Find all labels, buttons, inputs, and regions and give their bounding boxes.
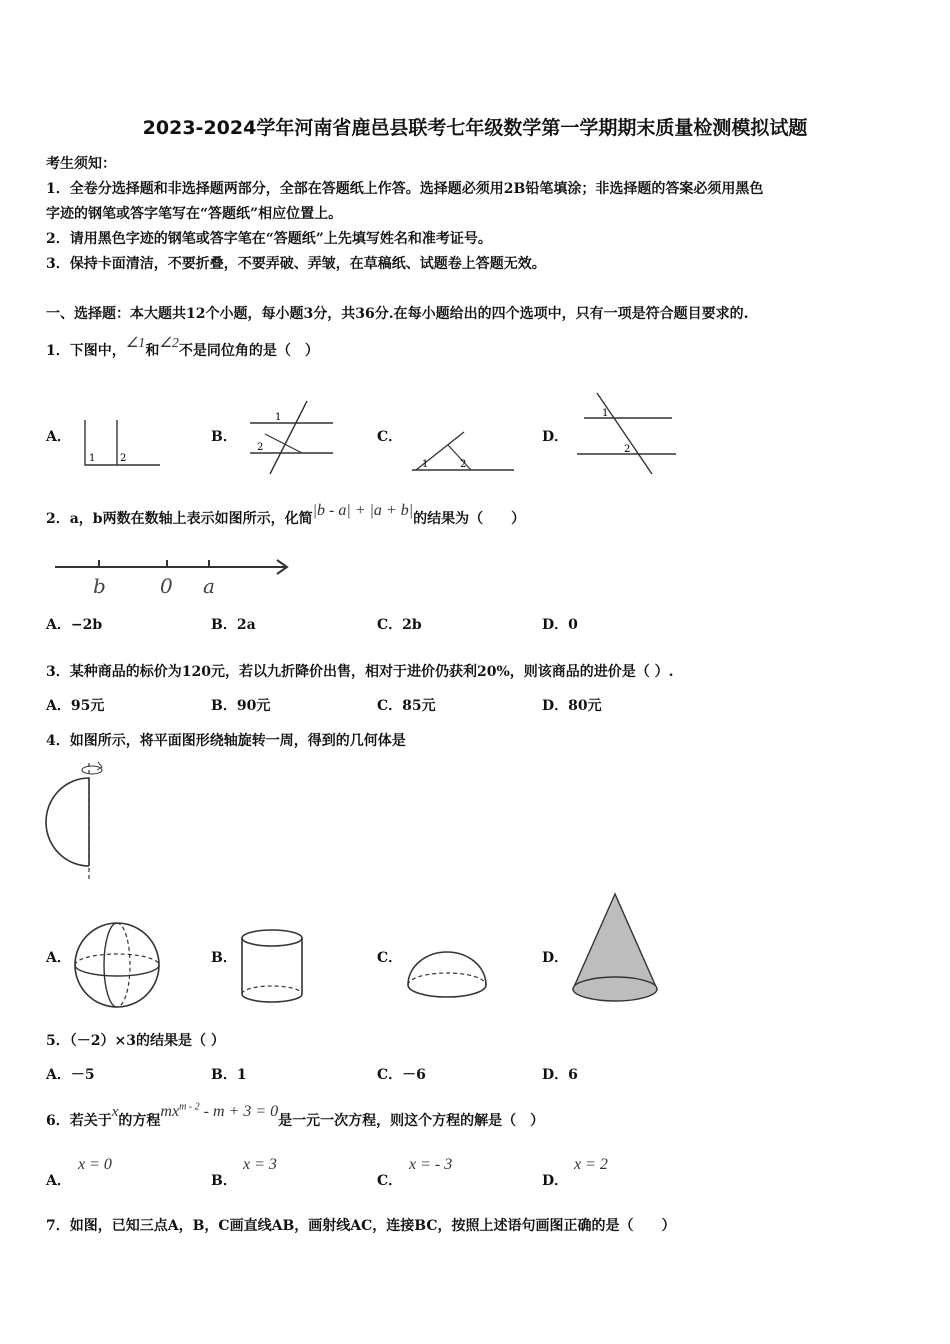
q3-option-c: C．85元: [377, 698, 436, 714]
q1c-label-2: 2: [460, 459, 467, 470]
q1d-label-1: 1: [602, 408, 609, 419]
q1a-label-2: 2: [120, 453, 127, 464]
q3-option-b: B．90元: [211, 698, 271, 714]
q4-stem: 4．如图所示，将平面图形绕轴旋转一周，得到的几何体是: [46, 733, 406, 749]
q5-option-d: D．6: [542, 1067, 578, 1083]
q1b-label-2: 2: [257, 442, 264, 453]
q4-option-a: A．: [46, 950, 71, 966]
notice-line-3: 3．保持卡面清洁，不要折叠，不要弄破、弄皱，在草稿纸、试题卷上答题无效。: [46, 256, 546, 272]
q2-option-c: C．2b: [377, 617, 422, 633]
axis-label-b: b: [93, 574, 106, 598]
section-heading: 一、选择题：本大题共12个小题，每小题3分，共36分.在每小题给出的四个选项中，只有一项是符合题目要求的.: [46, 306, 749, 322]
q1-figure-a: [80, 415, 165, 470]
q6-option-d: D．: [542, 1173, 569, 1189]
q1c-label-1: 1: [422, 459, 429, 470]
q3-stem: 3．某种商品的标价为120元，若以九折降价出售，相对于进价仍获利20%，则该商品的进价是（ ）.: [46, 664, 674, 680]
q4-option-b: B．: [211, 950, 237, 966]
q6-answer-b: x = 3: [243, 1156, 277, 1173]
q2-stem: 2．a，b两数在数轴上表示如图所示，化简|b - a| + |a + b|的结果为（ ）: [46, 502, 526, 527]
q4-option-d: D．: [542, 950, 569, 966]
q1-figure-b: [245, 398, 340, 478]
q4-rotation-figure: [40, 758, 110, 883]
q4-option-c: C．: [377, 950, 403, 966]
q1-option-b: B．: [211, 429, 237, 445]
q1-stem: 1．下图中，∠1和∠2不是同位角的是（ ）: [46, 336, 319, 359]
notice-line-1b: 字迹的钢笔或答字笔写在“答题纸”相应位置上。: [46, 206, 343, 222]
q6-answer-d: x = 2: [574, 1156, 608, 1173]
q3-option-d: D．80元: [542, 698, 602, 714]
q1-figure-d: [572, 390, 680, 478]
q1a-label-1: 1: [89, 453, 96, 464]
q1-figure-c: [408, 428, 518, 476]
q3-option-a: A．95元: [46, 698, 105, 714]
notice-line-2: 2．请用黑色字迹的钢笔或答字笔在“答题纸”上先填写姓名和准考证号。: [46, 231, 492, 247]
q2-option-b: B．2a: [211, 617, 256, 633]
axis-label-0: 0: [160, 574, 173, 598]
q1b-label-1: 1: [275, 412, 282, 423]
cone-figure: [568, 890, 663, 1010]
hemisphere-figure: [402, 950, 492, 1010]
q5-option-c: C．－6: [377, 1067, 426, 1083]
q2-number-line: [55, 556, 295, 601]
q1d-label-2: 2: [624, 444, 631, 455]
q7-stem: 7．如图，已知三点A，B，C画直线AB，画射线AC，连接BC，按照上述语句画图正确的是（ ）: [46, 1218, 676, 1234]
notice-line-1a: 1．全卷分选择题和非选择题两部分，全部在答题纸上作答。选择题必须用2B铅笔填涂；非选择题的答案必须用黑色: [46, 181, 764, 197]
q5-option-a: A．－5: [46, 1067, 95, 1083]
page-title: 2023-2024学年河南省鹿邑县联考七年级数学第一学期期末质量检测模拟试题: [142, 117, 808, 139]
q6-option-a: A．: [46, 1173, 71, 1189]
q6-answer-a: x = 0: [78, 1156, 112, 1173]
q2-expression: |b - a| + |a + b|: [312, 502, 414, 519]
q6-option-b: B．: [211, 1173, 237, 1189]
cylinder-figure: [236, 927, 308, 1009]
q6-option-c: C．: [377, 1173, 403, 1189]
q2-option-a: A．−2b: [46, 617, 103, 633]
sphere-figure: [72, 920, 162, 1010]
notice-heading: 考生须知：: [46, 156, 116, 172]
q1-option-d: D．: [542, 429, 569, 445]
q6-stem: 6．若关于x的方程$mx^{m - 2} - m + 3 = 0$是一元一次方程，则这个方程的解是（ ）: [46, 1101, 545, 1129]
axis-label-a: a: [203, 574, 215, 598]
q2-option-d: D．0: [542, 617, 578, 633]
q6-equation: $mx^{m - 2} - m + 3 = 0$: [160, 1101, 279, 1120]
q5-option-b: B．1: [211, 1067, 247, 1083]
q1-option-c: C．: [377, 429, 403, 445]
q1-option-a: A．: [46, 429, 71, 445]
q5-stem: 5．（－2）×3的结果是（ ）: [46, 1033, 225, 1049]
q6-answer-c: x = - 3: [409, 1156, 453, 1173]
